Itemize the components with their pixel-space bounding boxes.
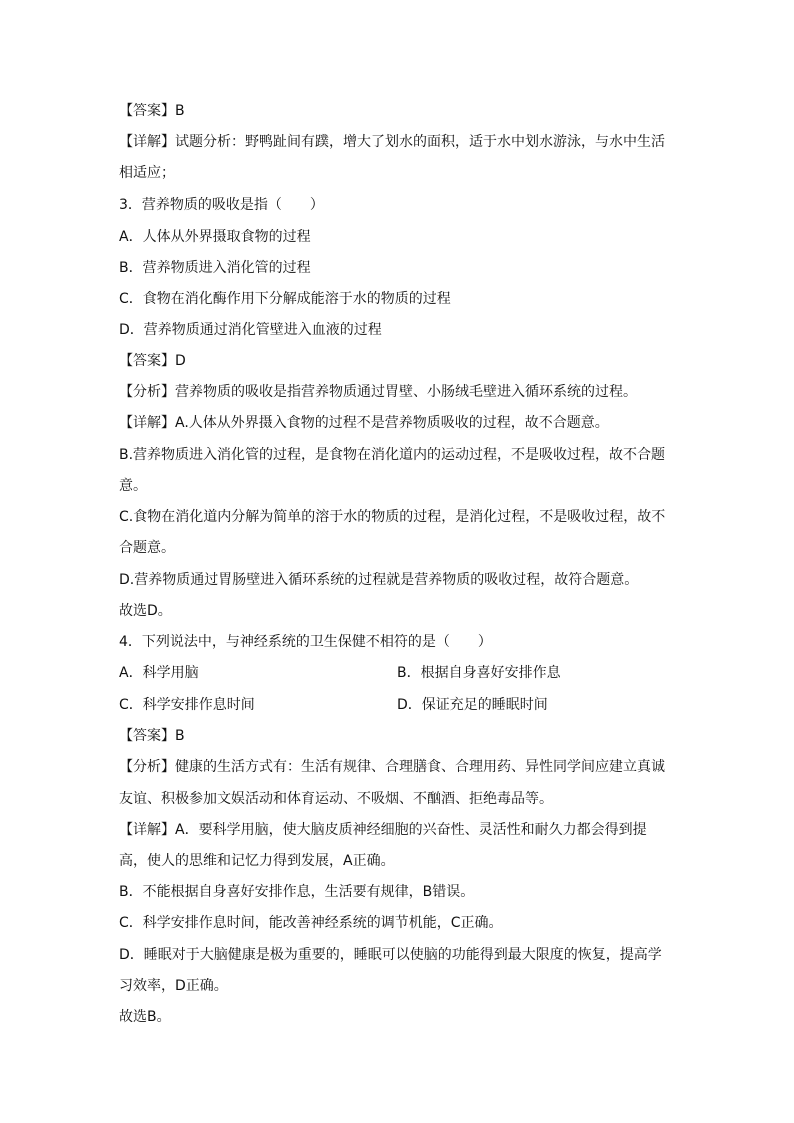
q4-option-d: D．保证充足的睡眠时间	[397, 697, 548, 713]
analysis-text: 【分析】营养物质的吸收是指营养物质通过胃壁、小肠绒毛壁进入循环系统的过程。	[119, 384, 637, 400]
q4-option-b: B．根据自身喜好安排作息	[397, 665, 561, 681]
explanation-text: 【详解】试题分析：野鸭趾间有蹼，增大了划水的面积，适于水中划水游泳，与水中生活	[119, 134, 665, 150]
explanation-text: C.食物在消化道内分解为简单的溶于水的物质的过程，是消化过程，不是吸收过程，故不	[119, 509, 666, 525]
question-3: 3．营养物质的吸收是指（ ）	[119, 197, 324, 213]
answer-label: 【答案】D	[119, 353, 186, 369]
explanation-text: C．科学安排作息时间，能改善神经系统的调节机能，C正确。	[119, 915, 503, 931]
option-c: C．食物在消化酶作用下分解成能溶于水的物质的过程	[119, 291, 451, 307]
explanation-text: D．睡眠对于大脑健康是极为重要的，睡眠可以使脑的功能得到最大限度的恢复，提高学	[119, 947, 662, 963]
option-b: B．营养物质进入消化管的过程	[119, 260, 311, 276]
analysis-text: 【分析】健康的生活方式有：生活有规律、合理膳食、合理用药、异性同学间应建立真诚	[119, 759, 665, 775]
explanation-text: 高，使人的思维和记忆力得到发展，A正确。	[119, 853, 395, 869]
q4-option-c: C．科学安排作息时间	[119, 697, 255, 713]
answer-label: 【答案】B	[119, 728, 185, 744]
explanation-text: 【详解】A.人体从外界摄入食物的过程不是营养物质吸收的过程，故不合题意。	[119, 415, 609, 431]
explanation-text: 合题意。	[119, 540, 175, 556]
conclusion-text: 故选D。	[119, 603, 172, 619]
explanation-text: 习效率，D正确。	[119, 978, 228, 994]
explanation-text: 【详解】A．要科学用脑，使大脑皮质神经细胞的兴奋性、灵活性和耐久力都会得到提	[119, 822, 647, 838]
explanation-text: D.营养物质通过胃肠壁进入循环系统的过程就是营养物质的吸收过程，故符合题意。	[119, 572, 639, 588]
option-a: A．人体从外界摄取食物的过程	[119, 229, 311, 245]
analysis-text: 友谊、积极参加文娱活动和体育运动、不吸烟、不酗酒、拒绝毒品等。	[119, 791, 553, 807]
q4-option-a: A．科学用脑	[119, 665, 199, 681]
option-d: D．营养物质通过消化管壁进入血液的过程	[119, 322, 382, 338]
explanation-text: 意。	[119, 478, 147, 494]
question-4: 4．下列说法中，与神经系统的卫生保健不相符的是（ ）	[119, 634, 492, 650]
explanation-text: B.营养物质进入消化管的过程，是食物在消化道内的运动过程，不是吸收过程，故不合题	[119, 447, 666, 463]
answer-label: 【答案】B	[119, 103, 185, 119]
explanation-text: B．不能根据自身喜好安排作息，生活要有规律，B错误。	[119, 884, 475, 900]
conclusion-text: 故选B。	[119, 1009, 171, 1025]
explanation-text: 相适应；	[119, 165, 175, 181]
